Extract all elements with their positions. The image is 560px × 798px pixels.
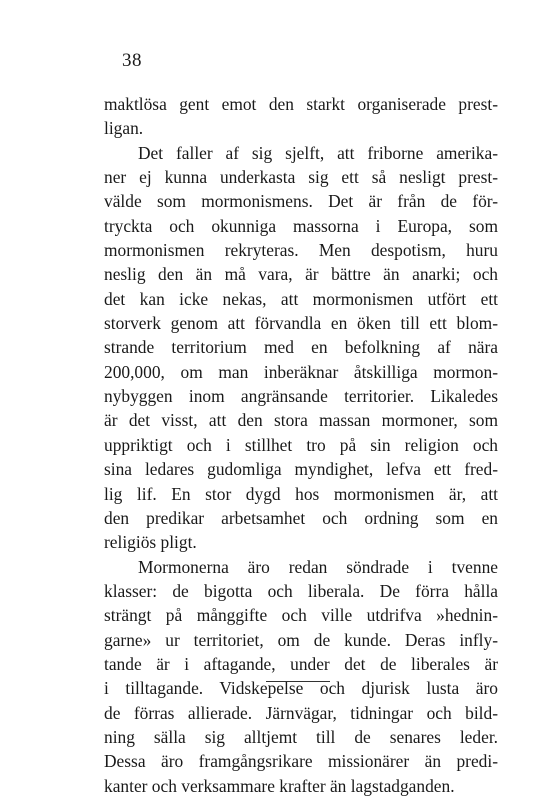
text-line: lig lif. En stor dygd hos mormonismen är, att	[104, 483, 498, 504]
text-line: sina ledares gudomliga myndighet, lefva ett fred-	[104, 459, 498, 480]
text-line: de förras allierade. Järnvägar, tidningar och bild-	[104, 702, 498, 723]
text-line: klasser: de bigotta och liberala. De förra hålla	[104, 580, 498, 601]
text-line: ner ej kunna underkasta sig ett så nesligt prest-	[104, 167, 498, 188]
text-line: det kan icke nekas, att mormonismen utfört ett	[104, 288, 498, 309]
section-divider-rule	[266, 681, 330, 682]
text-line: nybyggen inom angränsande territorier. Likaledes	[104, 386, 498, 407]
text-line: tande är i aftagande, under det de liberales är	[104, 653, 498, 674]
text-line: neslig den än må vara, är bättre än anarki; och	[104, 264, 498, 285]
text-line: storverk genom att förvandla en öken till ett blom-	[104, 313, 498, 334]
paragraph-start-line: Mormonerna äro redan söndrade i tvenne	[138, 556, 498, 577]
text-line: 200,000, om man inberäknar åtskilliga mormon-	[104, 361, 498, 382]
text-line: garne» ur territoriet, om de kunde. Deras infly-	[104, 629, 498, 650]
page-number: 38	[122, 50, 142, 71]
paragraph-start-line: Det faller af sig sjelft, att friborne amerika-	[138, 142, 498, 163]
text-line: Dessa äro framgångsrikare missionärer än predi-	[104, 751, 498, 772]
text-line: uppriktigt och i stillhet tro på sin religion och	[104, 434, 498, 455]
text-line: välde som mormonismens. Det är från de för-	[104, 191, 498, 212]
text-line: strande territorium med en befolkning af nära	[104, 337, 498, 358]
text-line: ning sälla sig alltjemt till de senares leder.	[104, 726, 498, 747]
text-line: i tilltagande. Vidskepelse och djurisk lusta äro	[104, 678, 498, 699]
text-line: är det visst, att den stora massan mormoner, som	[104, 410, 498, 431]
text-line: mormonismen rekryteras. Men despotism, huru	[104, 240, 498, 261]
text-line: tryckta och okunniga massorna i Europa, som	[104, 215, 498, 236]
text-line: den predikar arbetsamhet och ordning som en	[104, 507, 498, 528]
text-line: maktlösa gent emot den starkt organiserade prest-	[104, 94, 498, 114]
text-line: ligan.	[104, 118, 144, 139]
text-line: religiös pligt.	[104, 532, 197, 553]
text-line: strängt på månggifte och ville utdrifva »hednin-	[104, 605, 498, 626]
text-line: kanter och verksammare krafter än lagstadganden.	[104, 775, 455, 796]
body-text	[104, 92, 498, 798]
